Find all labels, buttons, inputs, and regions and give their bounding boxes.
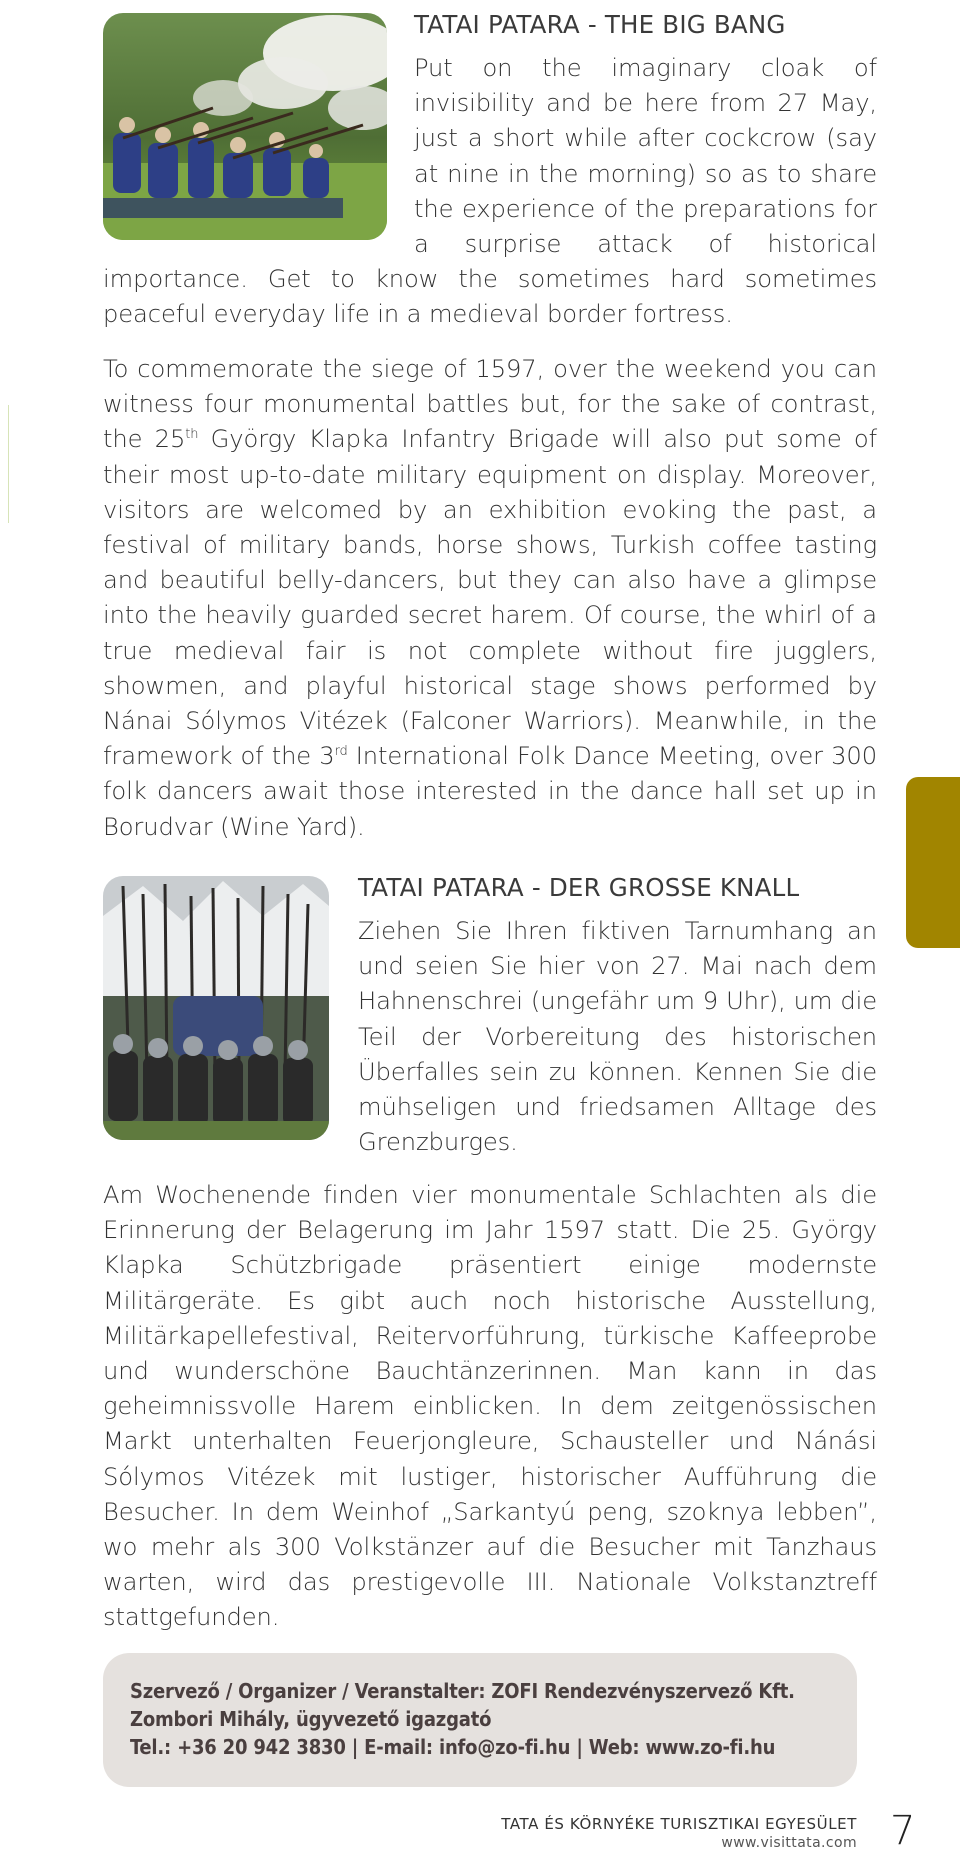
body-de: Am Wochenende finden vier monumentale Schlachten als die Erinnerung der Belagerung im Jahr 1597 statt. Die 25. György Klapka Schützbrigade präsentiert einige modernste Militärgeräte. Es gibt auch noch historische Ausstellung, Militärkapellefestival, Reitervorführung, türkische Kaffeeprobe und wunderschöne Bauchtänzerinnen. Man kann in das geheimnissvolle Harem einblicken. In dem zeitgenössischen Markt unterhalten Feuerjongleure, Schausteller und Nánási Sólymos Vitézek mit lustiger, historischer Aufführung die Besucher. In dem Weinhof „Sarkantyú peng, szoknya lebben”, wo mehr als 300 Volkstänzer auf die Besucher mit Tanzhaus warten, wird das prestigevolle III. Nationale Volkstanztreff stattgefunden. <box>103 1181 877 1632</box>
intro-en-float <box>103 51 414 261</box>
page-number: 7 <box>890 1808 916 1854</box>
body-en-part-c: International Folk Dance Meeting, over 300 folk dancers await those interested in the dance hall set up in Borudvar (Wine Yard). <box>103 742 877 841</box>
section-tab-marker <box>906 777 960 948</box>
section-title-de: TATAI PATARA - DER GROSSE KNALL <box>358 873 800 902</box>
footer-organization: TATA ÉS KÖRNYÉKE TURISZTIKAI EGYESÜLET <box>501 1815 857 1833</box>
intro-en-text: Put on the imaginary cloak of invisibility and be here from 27 May, just a short while after cockcrow (say at nine in the morning) so as to share the experience of the preparations for a surprise attack of historical importance. Get to know the sometimes hard sometimes peaceful everyday life in a medieval border fortress. <box>103 54 877 329</box>
body-en-part-b: György Klapka Infantry Brigade will also put some of their most up-to-date military equipment on display. Moreover, visitors are welcomed by an exhibition evoking the past, a festival of military bands, horse shows, Turkish coffee tasting and beautiful belly-dancers, but they can also have a glimpse into the heavily guarded secret harem. Of course, the whirl of a true medieval fair is not complete without fire jugglers, showmen, and playful historical stage shows performed by Nánai Sólymos Vitézek (Falconer Warriors). Meanwhile, in the framework of the 3 <box>103 425 877 771</box>
intro-en <box>103 51 877 333</box>
organizer-contact-person: Zombori Mihály, ügyvezető igazgató <box>130 1707 492 1731</box>
body-en-part-a: To commemorate the siege of 1597, over the weekend you can witness four monumental battles but, for the sake of contrast, the 25 <box>103 355 877 454</box>
organizer-line: Szervező / Organizer / Veranstalter: ZOFI Rendezvényszervező Kft. <box>130 1679 795 1703</box>
ordinal-suffix-th: th <box>185 427 199 443</box>
ordinal-suffix-rd: rd <box>334 744 348 760</box>
intro-de: Ziehen Sie Ihren fiktiven Tarnumhang an und seien Sie hier von 27. Mai nach dem Hahnenschrei (ungefähr um 9 Uhr), um die Teil der Vorbereitung des historischen Überfalles sein zu können. Kennen Sie die mühseligen und friedsamen Alltage des Grenzburges. <box>358 917 877 1157</box>
footer-website: www.visittata.com <box>721 1835 857 1851</box>
section-title-en: TATAI PATARA - THE BIG BANG <box>414 10 786 39</box>
margin-rule <box>8 405 9 523</box>
organizer-contact-details: Tel.: +36 20 942 3830 | E-mail: info@zo-fi.hu | Web: www.zo-fi.hu <box>130 1735 776 1759</box>
body-en <box>103 352 877 845</box>
photo-pikemen <box>103 876 329 1140</box>
